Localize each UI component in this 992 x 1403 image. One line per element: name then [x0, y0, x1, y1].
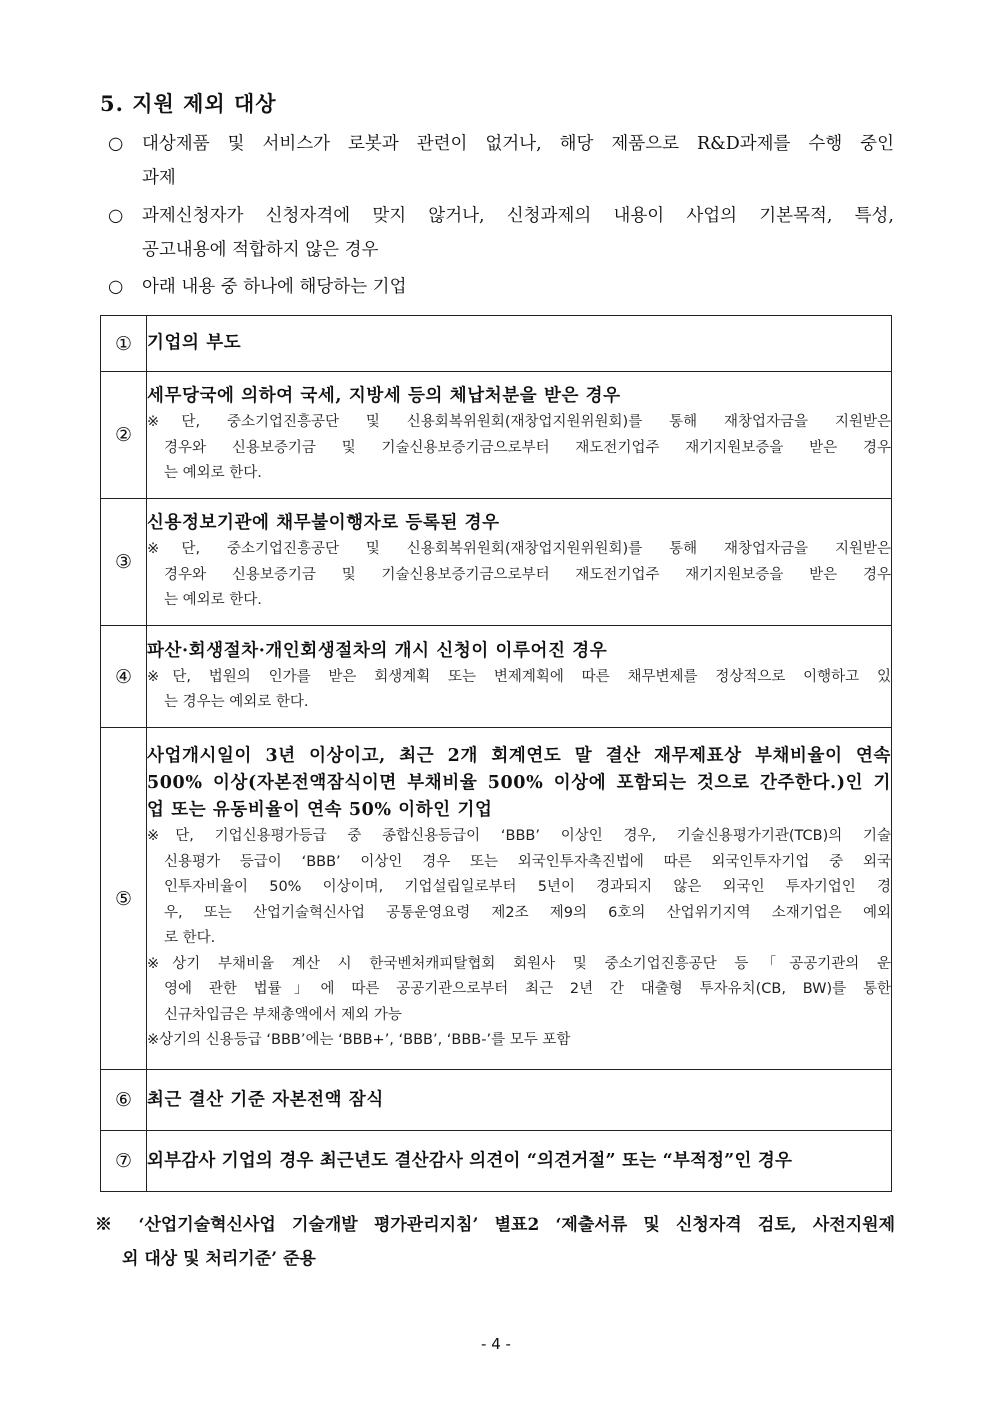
criteria-note: [147, 410, 891, 487]
footnote-line: ※ ‘산업기술혁신사업 기술개발 평가관리지침’ 별표2 ‘제출서류 및 신청자격 검토, 사전지원제: [95, 1215, 895, 1235]
note-line: 우, 또는 산업기술혁신사업 공통운영요령 제2조 제9의 6호의 산업위기지역 소재기업은 예외: [164, 904, 891, 921]
criteria-title: [147, 743, 891, 824]
criteria-title: 신용정보기관에 채무불이행자로 등록된 경우: [147, 513, 500, 534]
note-line: ※단, 기업신용평가등급 중 종합신용등급이 ‘BBB’ 이상인 경우, 기술신용평가기관(TCB)의 기술: [147, 828, 891, 845]
criteria-note: [147, 665, 891, 716]
footnote: [95, 1208, 895, 1276]
criteria-number: ①: [101, 316, 147, 372]
bullet-line: 과제: [142, 168, 176, 188]
bullet-line: 아래 내용 중 하나에 해당하는 기업: [142, 277, 407, 297]
criteria-row: [101, 316, 892, 372]
bullet-text: [142, 199, 894, 267]
note-line: ※상기의 신용등급 ‘BBB’에는 ‘BBB+’, ‘BBB’, ‘BBB-’를 모두 포함: [147, 1032, 571, 1049]
criteria-note: [147, 1028, 891, 1054]
criteria-content: [147, 728, 892, 1070]
criteria-note: [147, 824, 891, 952]
title-line: 업 또는 유동비율이 연속 50% 이하인 기업: [147, 800, 493, 821]
criteria-row: [101, 1070, 892, 1131]
bullet-line: 과제신청자가 신청자격에 맞지 않거나, 신청과제의 내용이 사업의 기본목적, 특성,: [142, 206, 894, 226]
criteria-content: [147, 499, 892, 626]
section-heading: 5. 지원 제외 대상: [100, 91, 277, 116]
title-line: 사업개시일이 3년 이상이고, 최근 2개 회계연도 말 결산 재무제표상 부채비율이 연속: [147, 746, 891, 767]
criteria-number: ⑦: [101, 1131, 147, 1192]
criteria-title: 최근 결산 기준 자본전액 잠식: [147, 1089, 384, 1110]
note-line: 신규차입금은 부채총액에서 제외 가능: [164, 1006, 402, 1023]
note-line: 경우와 신용보증기금 및 기술신용보증기금으로부터 재도전기업주 재기지원보증을 받은 경우: [164, 439, 891, 456]
bullet-circle-icon: ○: [108, 206, 124, 226]
criteria-number: ⑤: [101, 728, 147, 1070]
criteria-row: [101, 1131, 892, 1192]
bullet-circle-icon: ○: [108, 277, 124, 297]
criteria-row: [101, 626, 892, 728]
criteria-title: 세무당국에 의하여 국세, 지방세 등의 체납처분을 받은 경우: [147, 386, 621, 407]
criteria-title: 외부감사 기업의 경우 최근년도 결산감사 의견이 “의견거절” 또는 “부적정”인 경우: [147, 1150, 793, 1171]
criteria-note: [147, 952, 891, 1029]
criteria-content: [147, 372, 892, 499]
criteria-row: [101, 499, 892, 626]
note-line: 는 예외로 한다.: [164, 592, 262, 609]
note-line: 경우와 신용보증기금 및 기술신용보증기금으로부터 재도전기업주 재기지원보증을 받은 경우: [164, 566, 891, 583]
note-line: ※상기 부채비율 계산 시 한국벤처캐피탈협회 회원사 및 중소기업진흥공단 등「공공기관의 운: [147, 955, 891, 972]
criteria-content: [147, 316, 892, 372]
criteria-number: ②: [101, 372, 147, 499]
criteria-content: [147, 626, 892, 728]
criteria-row: [101, 728, 892, 1070]
note-line: 로 한다.: [164, 930, 216, 947]
criteria-content: [147, 1070, 892, 1131]
criteria-content: [147, 1131, 892, 1192]
note-line: 는 예외로 한다.: [164, 465, 262, 482]
bullet-line: 대상제품 및 서비스가 로봇과 관련이 없거나, 해당 제품으로 R&D과제를 수행 중인: [142, 134, 894, 154]
page-number: - 4 -: [481, 1335, 511, 1353]
note-line: 신용평가 등급이 ‘BBB’ 이상인 경우 또는 외국인투자촉진법에 따른 외국인투자기업 중 외국: [164, 853, 891, 870]
bullet-circle-icon: ○: [108, 134, 124, 154]
footnote-line: 외 대상 및 처리기준’ 준용: [122, 1249, 316, 1269]
note-line: ※단, 중소기업진흥공단 및 신용회복위원회(재창업지원위원회)를 통해 재창업자금을 지원받은: [147, 541, 891, 558]
criteria-number: ④: [101, 626, 147, 728]
bullet-text: [142, 127, 894, 195]
criteria-title: 파산·회생절차·개인회생절차의 개시 신청이 이루어진 경우: [147, 640, 608, 661]
note-line: ※단, 중소기업진흥공단 및 신용회복위원회(재창업지원위원회)를 통해 재창업자금을 지원받은: [147, 414, 891, 431]
note-line: 인투자비율이 50% 이상이며, 기업설립일로부터 5년이 경과되지 않은 외국인 투자기업인 경: [164, 879, 891, 896]
note-line: 영에 관한 법률」에 따른 공공기관으로부터 최근 2년 간 대출형 투자유치(CB, BW)를 통한: [164, 981, 891, 998]
note-line: 는 경우는 예외로 한다.: [164, 694, 309, 710]
bullet-line: 공고내용에 적합하지 않은 경우: [142, 240, 379, 260]
criteria-number: ③: [101, 499, 147, 626]
criteria-number: ⑥: [101, 1070, 147, 1131]
criteria-title: 기업의 부도: [147, 333, 242, 353]
exclusion-criteria-table: [100, 315, 892, 1192]
criteria-note: [147, 537, 891, 614]
criteria-row: [101, 372, 892, 499]
note-line: ※단, 법원의 인가를 받은 회생계획 또는 변제계획에 따른 채무변제를 정상적으로 이행하고 있: [147, 668, 891, 685]
bullet-text: [142, 270, 894, 304]
title-line: 500% 이상(자본전액잠식이면 부채비율 500% 이상에 포함되는 것으로 간주한다.)인 기: [147, 773, 891, 794]
